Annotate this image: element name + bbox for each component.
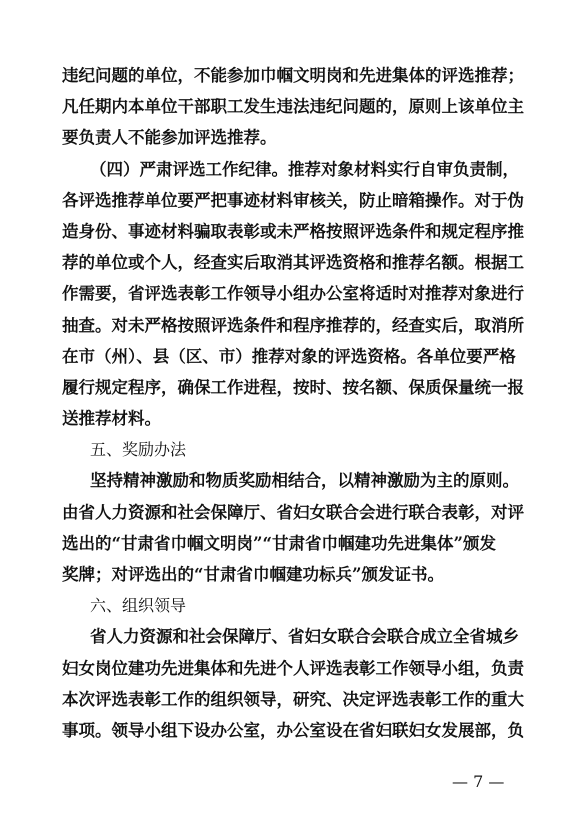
section-heading-rewards: 五、奖励办法 xyxy=(90,440,187,460)
page-number: — 7 — xyxy=(452,772,505,791)
text-line: 在市（州）、县（区、市）推荐对象的评选资格。各单位要严格 xyxy=(62,346,516,366)
text-line: 省人力资源和社会保障厅、省妇女联合会联合成立全省城乡 xyxy=(90,627,519,647)
text-line: 抽查。对未严格按照评选条件和程序推荐的，经查实后，取消所 xyxy=(62,315,524,335)
text-line: 本次评选表彰工作的组织领导，研究、决定评选表彰工作的重大 xyxy=(62,689,524,709)
text-line: 凡任期内本单位干部职工发生违法违纪问题的，原则上该单位主 xyxy=(62,97,524,117)
text-line: 荐的单位或个人，经查实后取消其评选资格和推荐名额。根据工 xyxy=(62,253,524,273)
text-line: 送推荐材料。 xyxy=(62,409,161,429)
text-line: 由省人力资源和社会保障厅、省妇女联合会进行联合表彰，对评 xyxy=(62,502,524,522)
text-line: 要负责人不能参加评选推荐。 xyxy=(62,128,277,148)
text-line: 选出的“甘肃省巾帼文明岗”“甘肃省巾帼建功先进集体”颁发 xyxy=(62,533,496,553)
document-body xyxy=(62,60,522,746)
text-line: 作需要，省评选表彰工作领导小组办公室将适时对推荐对象进行 xyxy=(62,284,524,304)
text-line: （四）严肃评选工作纪律。推荐对象材料实行自审负责制， xyxy=(90,159,519,179)
text-line: 事项。领导小组下设办公室，办公室设在省妇联妇女发展部，负 xyxy=(62,720,524,740)
section-heading-organization: 六、组织领导 xyxy=(90,596,187,616)
text-line: 履行规定程序，确保工作进程，按时、按名额、保质保量统一报 xyxy=(62,377,524,397)
text-line: 妇女岗位建功先进集体和先进个人评选表彰工作领导小组，负责 xyxy=(62,658,524,678)
text-line: 奖牌；对评选出的“甘肃省巾帼建功标兵”颁发证书。 xyxy=(62,565,444,584)
text-line: 各评选推荐单位要严把事迹材料审核关，防止暗箱操作。对于伪 xyxy=(62,190,524,210)
text-line: 坚持精神激励和物质奖励相结合，以精神激励为主的原则。 xyxy=(90,471,519,491)
text-line: 造身份、事迹材料骗取表彰或未严格按照评选条件和规定程序推 xyxy=(62,221,524,241)
text-line: 违纪问题的单位，不能参加巾帼文明岗和先进集体的评选推荐； xyxy=(62,66,524,85)
